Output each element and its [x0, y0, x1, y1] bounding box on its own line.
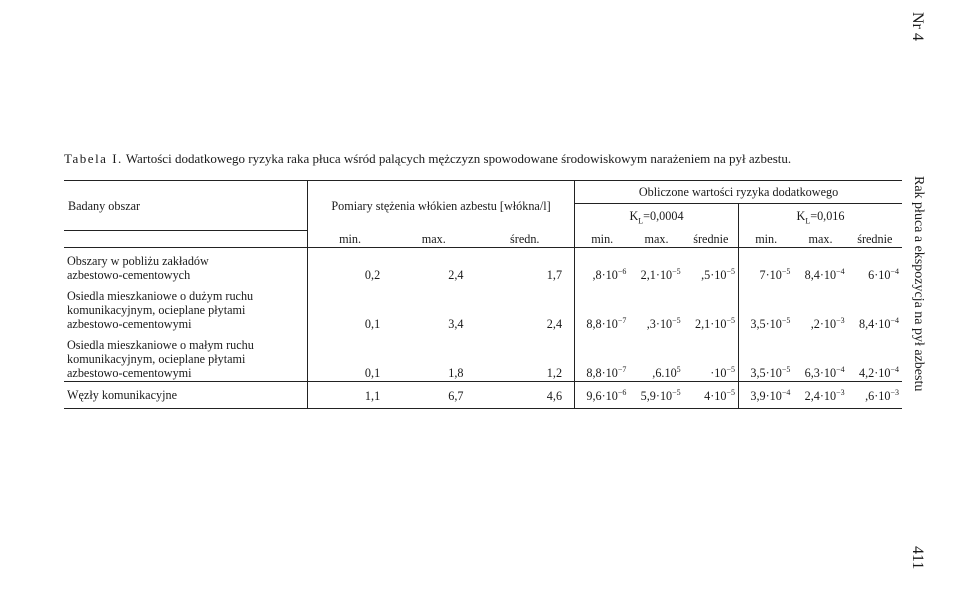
risk-exponent: −3: [836, 387, 845, 397]
risk-cell: [629, 381, 683, 408]
risk-exponent: −5: [781, 315, 791, 325]
row-label: [64, 283, 308, 332]
risk-coefficient: 7·10: [759, 267, 782, 282]
measurement-cell: 1,7: [546, 267, 563, 282]
risk-coefficient: 8,4·10: [859, 316, 891, 331]
risk-exponent: −7: [617, 364, 627, 374]
running-title: Rak płuca a ekspozycja na pył azbestu: [911, 176, 926, 392]
risk-coefficient: ,6·10: [865, 388, 891, 403]
header-computed: Obliczone wartości ryzyka dodatkowego: [575, 181, 902, 204]
risk-coefficient: 4,2·10: [859, 365, 891, 380]
risk-cell: [575, 381, 630, 408]
risk-cell: [684, 247, 739, 283]
risk-coefficient: 8,8·10: [586, 316, 618, 331]
risk-cell: [575, 283, 630, 332]
risk-cell: [793, 381, 847, 408]
risk-coefficient: ,2·10: [810, 316, 837, 331]
table-body: [64, 247, 902, 408]
risk-coefficient: ·10: [710, 365, 727, 380]
header-k1-srednie: średnie: [684, 231, 739, 248]
header-k2-value: =0,016: [810, 209, 845, 224]
risk-exponent: −7: [617, 315, 627, 325]
measurement-cell: 0,1: [308, 332, 393, 382]
row-label-line: komunikacyjnym, ocieplane płytami: [67, 351, 246, 366]
row-label-line: azbestowo-cementowych: [67, 267, 191, 282]
table-row: [64, 381, 902, 408]
risk-coefficient: 3,5·10: [750, 316, 782, 331]
risk-cell: [629, 283, 683, 332]
risk-cell: [739, 247, 794, 283]
risk-exponent: −3: [890, 387, 899, 397]
risk-exponent: −6: [617, 266, 627, 276]
risk-exponent: −5: [781, 364, 791, 374]
risk-exponent: −5: [726, 315, 736, 325]
table-caption: [64, 151, 904, 167]
header-measurements: Pomiary stężenia włókien azbestu [włókna/l]: [308, 181, 575, 231]
risk-coefficient: 5,9·10: [640, 388, 673, 403]
risk-coefficient: ,3·10: [646, 316, 673, 331]
header-meas-max: max.: [392, 231, 475, 248]
header-area: Badany obszar: [64, 181, 308, 231]
header-k1-symbol: K: [629, 209, 639, 224]
header-meas-min: min.: [308, 231, 393, 248]
risk-exponent: −4: [890, 364, 899, 374]
risk-cell: [739, 283, 794, 332]
risk-cell: [739, 332, 794, 382]
header-k2-max: max.: [793, 231, 847, 248]
risk-exponent: 5: [676, 364, 681, 374]
header-k1-sub: L: [638, 216, 644, 226]
header-k1-max: max.: [629, 231, 683, 248]
header-meas-sredn: średn.: [475, 231, 574, 248]
risk-coefficient: 8,4·10: [804, 267, 837, 282]
risk-exponent: −5: [672, 315, 681, 325]
risk-coefficient: ,8·10: [592, 267, 618, 282]
risk-exponent: −5: [672, 266, 681, 276]
measurement-cell: 0,2: [308, 247, 393, 283]
risk-cell: [629, 247, 683, 283]
risk-cell: [848, 332, 902, 382]
caption-text: Wartości dodatkowego ryzyka raka płuca wśród palących mężczyzn spowodowane środowiskowym narażeniem na pył azbestu.: [125, 151, 792, 166]
header-k2: [739, 204, 902, 231]
risk-coefficient: 2,1·10: [640, 267, 673, 282]
row-label-line: komunikacyjnym, ocieplane płytami: [67, 302, 246, 317]
risk-coefficient: 2,4·10: [804, 388, 837, 403]
table-row: [64, 283, 902, 332]
risk-exponent: −5: [726, 364, 736, 374]
measurement-cell: 3,4: [448, 316, 464, 331]
risk-exponent: −3: [836, 315, 845, 325]
header-k2-srednie: średnie: [848, 231, 902, 248]
header-k2-sub: L: [805, 216, 811, 226]
header-k2-symbol: K: [796, 209, 806, 224]
risk-exponent: −4: [836, 364, 845, 374]
risk-table: [64, 180, 902, 409]
risk-coefficient: 4·10: [704, 388, 727, 403]
measurement-cell: 1,1: [308, 381, 393, 408]
risk-cell: [629, 332, 683, 382]
risk-exponent: −4: [781, 387, 791, 397]
risk-coefficient: 6,3·10: [804, 365, 837, 380]
risk-exponent: −5: [781, 266, 791, 276]
risk-coefficient: 3,9·10: [750, 388, 782, 403]
row-label: [64, 332, 308, 382]
risk-cell: [793, 332, 847, 382]
risk-coefficient: 3,5·10: [750, 365, 782, 380]
header-k2-min: min.: [739, 231, 794, 248]
table-row: [64, 247, 902, 283]
risk-cell: [575, 247, 630, 283]
risk-coefficient: ,6.10: [652, 365, 677, 380]
risk-cell: [793, 283, 847, 332]
measurement-cell: 2,4: [448, 267, 464, 282]
risk-exponent: −5: [726, 387, 736, 397]
risk-exponent: −5: [672, 387, 681, 397]
row-label-line: Osiedla mieszkaniowe o dużym ruchu: [67, 288, 254, 303]
risk-exponent: −6: [617, 387, 627, 397]
risk-cell: [684, 332, 739, 382]
caption-lead: Tabela I.: [64, 151, 123, 166]
row-label: [64, 381, 308, 408]
page-number: 411: [909, 546, 926, 570]
risk-cell: [684, 283, 739, 332]
measurement-cell: 1,2: [546, 365, 563, 380]
risk-coefficient: 8,8·10: [586, 365, 618, 380]
risk-cell: [848, 283, 902, 332]
risk-exponent: −4: [890, 315, 899, 325]
header-k1: [575, 204, 739, 231]
measurement-cell: 4,6: [546, 388, 563, 403]
risk-exponent: −4: [890, 266, 899, 276]
header-k1-min: min.: [575, 231, 630, 248]
risk-exponent: −4: [836, 266, 845, 276]
risk-cell: [848, 247, 902, 283]
risk-coefficient: 6·10: [868, 267, 891, 282]
risk-coefficient: 9,6·10: [586, 388, 618, 403]
risk-coefficient: ,5·10: [701, 267, 727, 282]
risk-cell: [848, 381, 902, 408]
risk-coefficient: 2,1·10: [695, 316, 727, 331]
measurement-cell: 6,7: [448, 388, 464, 403]
measurement-cell: 0,1: [308, 283, 393, 332]
row-label-line: Obszary w pobliżu zakładów: [67, 253, 209, 268]
measurement-cell: 1,8: [448, 365, 464, 380]
table-row: [64, 332, 902, 382]
measurement-cell: 2,4: [546, 316, 563, 331]
row-label-line: Węzły komunikacyjne: [67, 388, 177, 403]
risk-cell: [793, 247, 847, 283]
risk-exponent: −5: [726, 266, 736, 276]
risk-cell: [739, 381, 794, 408]
journal-issue-number: Nr 4: [909, 12, 926, 41]
row-label-line: azbestowo-cementowymi: [67, 316, 192, 331]
risk-cell: [575, 332, 630, 382]
header-k1-value: =0,0004: [643, 209, 684, 224]
row-label-line: azbestowo-cementowymi: [67, 365, 192, 380]
risk-cell: [684, 381, 739, 408]
row-label: [64, 247, 308, 283]
row-label-line: Osiedla mieszkaniowe o małym ruchu: [67, 337, 254, 352]
